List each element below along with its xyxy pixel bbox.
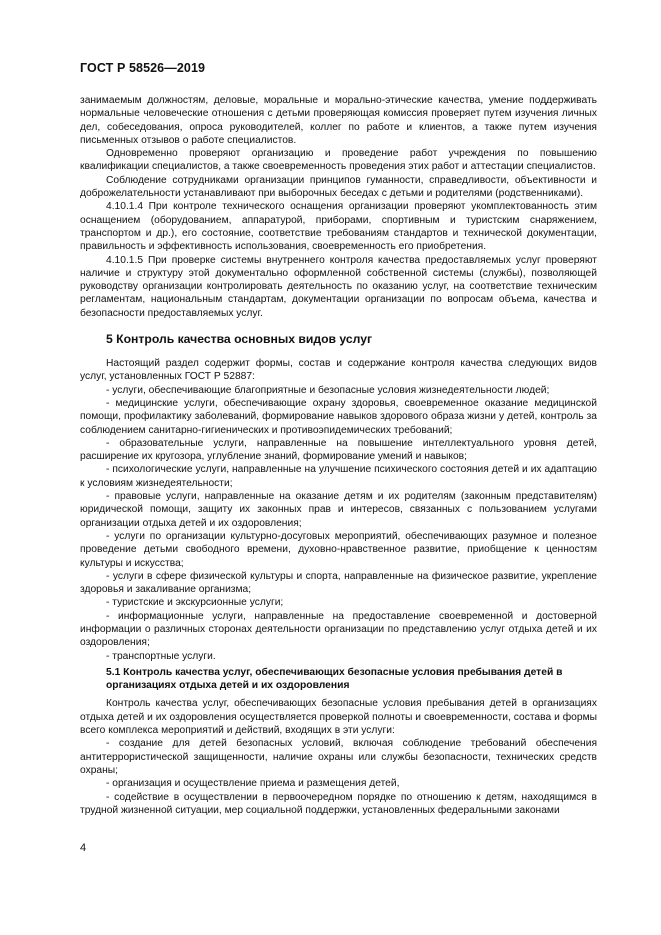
paragraph: занимаемым должностям, деловые, моральные и морально-этические качества, умение поддерживать нормальные человеческие отношения с детьми проверяющая комиссия проверяет путем изучения личных дел, собеседования, опроса руководителей, коллег по работе и клиентов, а также путем изучения письменных отзывов о работе специалистов. bbox=[80, 95, 597, 146]
page-number: 4 bbox=[80, 842, 87, 854]
list-item: - психологические услуги, направленные на улучшение психического состояния детей и их адаптацию к условиям жизнедеятельности; bbox=[80, 464, 597, 489]
list-item: - транспортные услуги. bbox=[106, 650, 216, 662]
paragraph-4-10-1-5: 4.10.1.5 При проверке системы внутреннего контроля качества предоставляемых услуг проверяют наличие и структуру этой документально оформленной собственной системы (службы), позволяющей руководству организации контролировать деятельность по оказанию услуг, на соответствие техническим регламентам, национальным стандартам, документации организации по вопросам объема, качества и безопасности предоставляемых услуг. bbox=[80, 254, 597, 319]
document-body bbox=[80, 94, 597, 817]
section-5-title: 5 Контроль качества основных видов услуг bbox=[106, 332, 373, 347]
list-item: - образовательные услуги, направленные на повышение интеллектуального уровня детей, расширение их кругозора, углубление знаний, формирование умений и навыков; bbox=[80, 437, 597, 463]
list-item: - содействие в осуществлении в первоочередном порядке по отношению к детям, находящимся в трудной жизненной ситуации, мер социальной поддержки, установленных федеральными законами bbox=[80, 791, 597, 816]
document-code-header: ГОСТ Р 58526—2019 bbox=[80, 61, 206, 75]
paragraph: Контроль качества услуг, обеспечивающих безопасные условия пребывания детей в организациях отдыха детей и их оздоровления осуществляется проверкой полноты и своевременности, состава и формы всего комплекса мероприятий и действий, входящих в эти услуги: bbox=[80, 698, 597, 737]
list-item: - правовые услуги, направленные на оказание детям и их родителям (законным представителям) юридической помощи, защиту их законных прав и интересов, связанных с пользованием услугами организации отдыха детей и их оздоровления; bbox=[80, 491, 597, 529]
paragraph: Одновременно проверяют организацию и проведение работ учреждения по повышению квалификации специалистов, а также своевременность проведения этих работ и аттестации специалистов. bbox=[80, 148, 597, 173]
subsection-5-1-title: 5.1 Контроль качества услуг, обеспечивающих безопасные условия пребывания детей в организациях отдыха детей и их оздоровления bbox=[106, 666, 563, 692]
paragraph-4-10-1-4: 4.10.1.4 При контроле технического оснащения организации проверяют укомплектованность этим оснащением (оборудованием, аппаратурой, приборами, спортивным и туристским снаряжением, транспортом и др.), его состояние, соответствие требованиям стандартов и технической документации, правильность и эффективность использования, своевременность его приобретения. bbox=[80, 201, 597, 253]
paragraph: Настоящий раздел содержит формы, состав и содержание контроля качества следующих видов услуг, установленных ГОСТ Р 52887: bbox=[80, 358, 597, 383]
list-item: - создание для детей безопасных условий, включая соблюдение требований обеспечения антитеррористической защищенности, наличие охраны или службы безопасности, технических средств охраны; bbox=[80, 738, 597, 776]
list-item: - услуги в сфере физической культуры и спорта, направленные на физическое развитие, укрепление здоровья и закаливание организма; bbox=[80, 570, 597, 596]
paragraph: Соблюдение сотрудниками организации принципов гуманности, справедливости, объективности и доброжелательности устанавливают при выборочных беседах с детьми и родителями (родственниками). bbox=[80, 174, 597, 200]
list-item: - туристские и экскурсионные услуги; bbox=[106, 597, 284, 609]
list-item: - информационные услуги, направленные на предоставление своевременной и достоверной информации о различных сторонах деятельности организации по представлению услуг отдыха детей и их оздоровления; bbox=[80, 610, 597, 649]
list-item: - медицинские услуги, обеспечивающие охрану здоровья, своевременное оказание медицинской помощи, профилактику заболеваний, формирование навыков здорового образа жизни у детей, контроль за соблюдением санитарно-гигиенических и противоэпидемических требований; bbox=[80, 397, 597, 436]
list-item: - услуги по организации культурно-досуговых мероприятий, обеспечивающих разумное и полезное проведение детьми свободного времени, духовно-нравственное развитие, приобщение к ценностям культуры и искусства; bbox=[80, 530, 597, 569]
list-item: - организация и осуществление приема и размещения детей, bbox=[106, 778, 400, 790]
list-item: - услуги, обеспечивающие благоприятные и безопасные условия жизнедеятельности людей; bbox=[106, 384, 550, 396]
